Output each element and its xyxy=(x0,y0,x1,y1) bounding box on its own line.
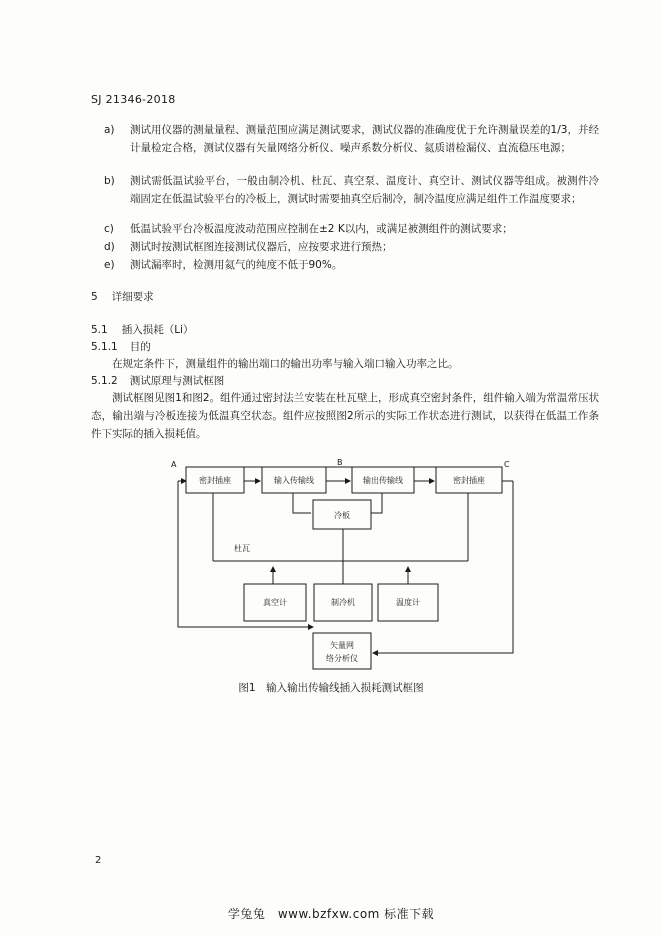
dewar-label: 杜瓦 xyxy=(234,544,250,553)
section-title: 插入损耗（Li） xyxy=(121,324,194,336)
item-text: 测试漏率时，检测用氦气的纯度不低于90%。 xyxy=(130,259,343,271)
cold-plate-label: 冷板 xyxy=(334,511,350,520)
vna-label-line2: 络分析仪 xyxy=(326,654,358,663)
site-footer: 学兔兔 www.bzfxw.com 标准下载 xyxy=(227,907,435,921)
standard-code: SJ 21346-2018 xyxy=(91,93,176,106)
item-label: b) xyxy=(104,175,115,187)
section-number: 5.1.1 xyxy=(91,341,118,353)
section-number: 5.1 xyxy=(91,324,108,336)
item-text: 测试用仪器的测量量程、测量范围应满足测试要求，测试仪器的准确度优于允许测量误差的1/3，并经计量检定合格，测试仪器有矢量网络分析仪、噪声系数分析仪、氦质谱检漏仪、直流稳压电源； xyxy=(130,124,599,154)
requirement-item-d xyxy=(104,238,599,256)
seal-connector-right-label: 密封插座 xyxy=(453,476,485,485)
section-5-1-1-heading xyxy=(91,339,151,355)
page-number: 2 xyxy=(95,855,102,866)
item-label: c) xyxy=(104,223,114,235)
figure-caption: 图1 输入输出传输线插入损耗测试框图 xyxy=(238,682,424,694)
cryocooler-label: 制冷机 xyxy=(331,598,355,607)
section-title: 详细要求 xyxy=(111,291,154,303)
section-number: 5.1.2 xyxy=(91,375,118,387)
requirement-item-b xyxy=(104,172,599,208)
requirement-item-c xyxy=(104,220,599,238)
requirement-item-e xyxy=(104,256,599,274)
node-label-b: B xyxy=(337,458,343,467)
item-text: 测试需低温试验平台，一般由制冷机、杜瓦、真空泵、温度计、真空计、测试仪器等组成。被测件冷端固定在低温试验平台的冷板上，测试时需要抽真空后制冷，制冷温度应满足组件工作温度要求； xyxy=(130,175,599,205)
test-block-diagram xyxy=(168,457,520,675)
section-5-1-2-text: 测试框图见图1和图2。组件通过密封法兰安装在杜瓦壁上，形成真空密封条件，组件输入端为常温常压状态，输出端与冷板连接为低温真空状态。组件应按照图2所示的实际工作状态进行测试，以获得在低温工作条件下实际的插入损耗值。 xyxy=(91,392,599,440)
node-label-c: C xyxy=(504,460,510,469)
seal-connector-left-label: 密封插座 xyxy=(199,476,231,485)
output-line-label: 输出传输线 xyxy=(363,476,403,485)
item-label: d) xyxy=(104,241,115,253)
requirement-item-a xyxy=(104,121,599,157)
section-title: 目的 xyxy=(129,341,151,353)
thermometer-label: 温度计 xyxy=(396,598,420,607)
node-label-a: A xyxy=(171,460,177,469)
section-title: 测试原理与测试框图 xyxy=(129,375,225,387)
section-5-1-1-text: 在规定条件下，测量组件的输出端口的输出功率与输入端口输入功率之比。 xyxy=(112,358,459,370)
item-label: a) xyxy=(104,124,115,136)
item-text: 测试时按测试框图连接测试仪器后，应按要求进行预热； xyxy=(130,241,393,253)
vna-label-line1: 矢量网 xyxy=(330,641,354,650)
section-5-1-2-heading xyxy=(91,373,224,389)
connector-line xyxy=(373,481,513,653)
section-number: 5 xyxy=(91,291,98,303)
vna-box xyxy=(313,633,371,669)
vacuum-gauge-label: 真空计 xyxy=(263,598,287,607)
item-label: e) xyxy=(104,259,115,271)
section-5-1-heading xyxy=(91,322,193,338)
section-5-heading xyxy=(91,289,154,305)
item-text: 低温试验平台冷板温度波动范围应控制在±2 K以内，或满足被测组件的测试要求； xyxy=(130,223,513,235)
input-line-label: 输入传输线 xyxy=(274,476,314,485)
